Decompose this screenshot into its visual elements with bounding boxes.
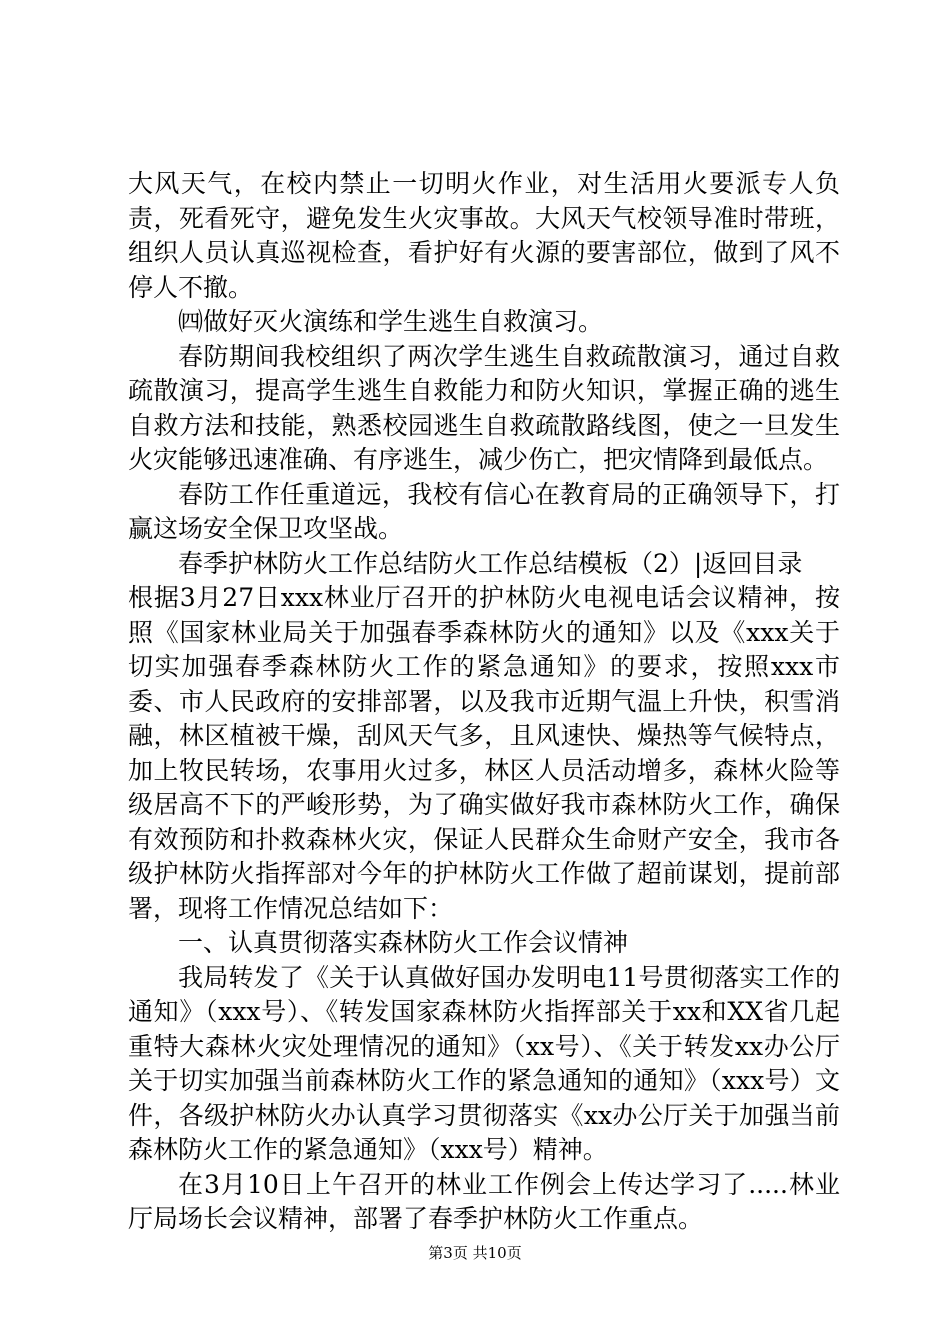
section-heading-implementation: 一、认真贯彻落实森林防火工作会议情神 — [178, 928, 629, 957]
paragraph-evacuation-drill: 春防期间我校组织了两次学生逃生自救疏散演习，通过自救疏散演习，提高学生逃生自救能力和防火知识，掌握正确的逃生自救方法和技能，熟悉校园逃生自救疏散路线图，使之一旦发生火灾能够迅速准确、有序逃生，减少伤亡，把灾情降到最低点。 — [128, 341, 840, 474]
paragraph-forwarded-notices: 我局转发了《关于认真做好国办发明电11号贯彻落实工作的通知》（xxx号）、《转发国家森林防火指挥部关于xx和XX省几起重特大森林火灾处理情况的通知》（xx号）、《关于转发xx办公厅关于切实加强当前森林防火工作的紧急通知的通知》（xxx号）文件，各级护林防火办认真学习贯彻落实《xx办公厅关于加强当前森林防火工作的紧急通知》（xxx号）精神。 — [128, 962, 840, 1164]
section-heading-fire-drill: ㈣做好灭火演练和学生逃生自救演习。 — [178, 307, 604, 336]
paragraph-introduction: 根据3月27日xxx林业厅召开的护林防火电视电话会议精神，按照《国家林业局关于加强春季森林防火的通知》以及《xxx关于切实加强春季森林防火工作的紧急通知》的要求，按照xxx市委、市人民政府的安排部署，以及我市近期气温上升快，积雪消融，林区植被干燥，刮风天气多，且风速快、燥热等气候特点，加上牧民转场，农事用火过多，林区人员活动增多，森林火险等级居高不下的严峻形势，为了确实做好我市森林防火工作，确保有效预防和扑救森林火灾，保证人民群众生命财产安全，我市各级护林防火指挥部对今年的护林防火工作做了超前谋划，提前部署，现将工作情况总结如下： — [128, 583, 840, 923]
paragraph-continuation: 大风天气，在校内禁止一切明火作业，对生活用火要派专人负责，死看死守，避免发生火灾事故。大风天气校领导准时带班，组织人员认真巡视检查，看护好有火源的要害部位，做到了风不停人不撤。 — [128, 169, 840, 302]
document-section-title: 春季护林防火工作总结防火工作总结模板（2）|返回目录 — [178, 548, 803, 578]
paragraph-meeting: 在3月10日上午召开的林业工作例会上传达学习了.....林业厅局场长会议精神，部署了春季护林防火工作重点。 — [128, 1169, 840, 1233]
document-body — [128, 167, 840, 1237]
page-number-footer: 第3页 共10页 — [428, 1244, 522, 1262]
paragraph-conclusion: 春防工作任重道远，我校有信心在教育局的正确领导下，打赢这场安全保卫攻坚战。 — [128, 479, 840, 543]
